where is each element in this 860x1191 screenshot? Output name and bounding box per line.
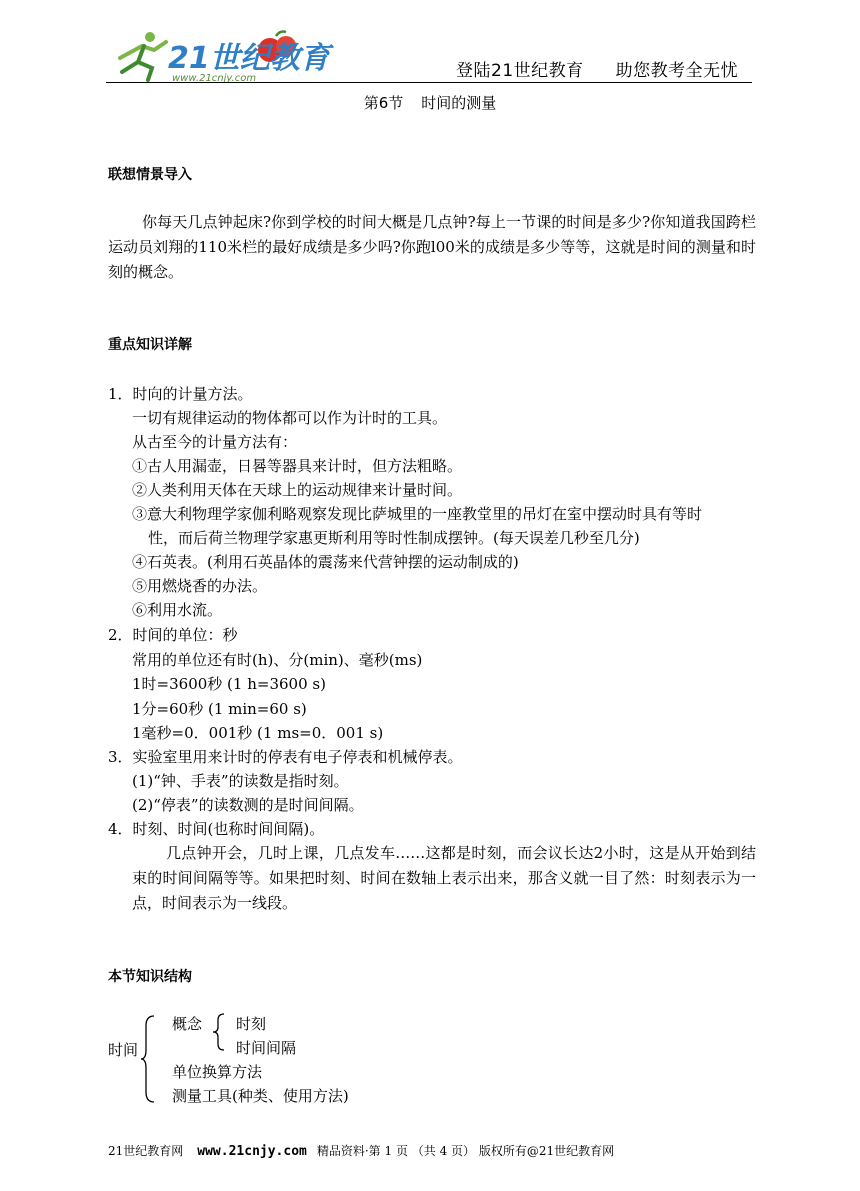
header-slogan: [456, 56, 738, 81]
structure-tools: 测量工具(种类、使用方法): [172, 1087, 349, 1105]
title-section: 第6节: [363, 94, 404, 112]
knowledge-item: 从古至今的计量方法有：: [132, 433, 298, 451]
knowledge-item: 2．时间的单位：秒: [108, 626, 238, 644]
intro-heading: 联想情景导入: [108, 167, 192, 183]
runner-icon: [120, 32, 166, 80]
footer-left: 21世纪教育网: [108, 1144, 184, 1158]
brace-concept: [212, 1012, 226, 1052]
page-title: [0, 92, 860, 113]
knowledge-item: 性，而后荷兰物理学家惠更斯利用等时性制成摆钟。(每天误差几秒至几分): [148, 529, 640, 547]
structure-concept-child: 时刻: [236, 1015, 267, 1033]
footer-site: www.21cnjy.com: [197, 1144, 307, 1159]
intro-paragraph: 你每天几点钟起床?你到学校的时间大概是几点钟?每上一节课的时间是多少?你知道我国跨栏运动员刘翔的110米栏的最好成绩是多少吗?你跑l00米的成绩是多少等等，这就是时间的测量和时刻的概念。: [108, 213, 756, 281]
knowledge-item: 3．实验室里用来计时的停表有电子停表和机械停表。: [108, 748, 463, 766]
knowledge-item: ⑤用燃烧香的办法。: [132, 577, 268, 595]
page-footer: [108, 1142, 614, 1159]
structure-concept-child: 时间间隔: [236, 1039, 297, 1057]
knowledge-item: ③意大利物理学家伽利略观察发现比萨城里的一座教堂里的吊灯在室中摆动时具有等时: [132, 505, 703, 523]
structure-unit: 单位换算方法: [172, 1063, 263, 1081]
knowledge-item: ②人类利用天体在天球上的运动规律来计量时间。: [132, 481, 463, 499]
site-logo: [108, 28, 330, 84]
knowledge-item: 1分=60秒 (1 min=60 s): [132, 700, 307, 718]
knowledge-paragraph: 几点钟开会，几时上课，几点发车……这都是时刻，而会议长达2小时，这是从开始到结束的时间间隔等等。如果把时刻、时间在数轴上表示出来，那含义就一目了然：时刻表示为一点，时间表示为一线段。: [132, 844, 756, 912]
slogan-left: 登陆21世纪教育: [456, 61, 584, 81]
structure-concept: 概念: [172, 1015, 203, 1033]
knowledge-item: ④石英表。(利用石英晶体的震荡来代营钟摆的运动制成的): [132, 553, 519, 571]
title-name: 时间的测量: [421, 94, 497, 112]
knowledge-item: 4．时刻、时间(也称时间间隔)。: [108, 820, 325, 838]
knowledge-heading: 重点知识详解: [108, 337, 192, 353]
slogan-right: 助您教考全无忧: [615, 61, 739, 81]
knowledge-item: 1．时向的计量方法。: [108, 385, 253, 403]
knowledge-item: (2)“停表”的读数测的是时间间隔。: [132, 796, 364, 814]
knowledge-item: ①古人用漏壶，日晷等器具来计时，但方法粗略。: [132, 457, 463, 475]
knowledge-item: 常用的单位还有时(h)、分(min)、毫秒(ms): [132, 651, 423, 669]
knowledge-item: 1毫秒=0．001秒 (1 ms=0．001 s): [132, 724, 384, 742]
structure-root: 时间: [108, 1041, 139, 1059]
knowledge-item: ⑥利用水流。: [132, 601, 223, 619]
knowledge-item: (1)“钟、手表”的读数是指时刻。: [132, 772, 349, 790]
footer-right: 精品资料·第 1 页 （共 4 页） 版权所有@21世纪教育网: [316, 1144, 615, 1158]
knowledge-item: 一切有规律运动的物体都可以作为计时的工具。: [132, 409, 448, 427]
logo-url: www.21cnjy.com: [172, 73, 257, 84]
header-rule: [106, 82, 752, 83]
brace-left: [140, 1014, 156, 1104]
structure-heading: 本节知识结构: [108, 969, 192, 985]
knowledge-item: 1时=3600秒 (1 h=3600 s): [132, 675, 326, 693]
logo-text: 21世纪教育: [168, 41, 330, 76]
